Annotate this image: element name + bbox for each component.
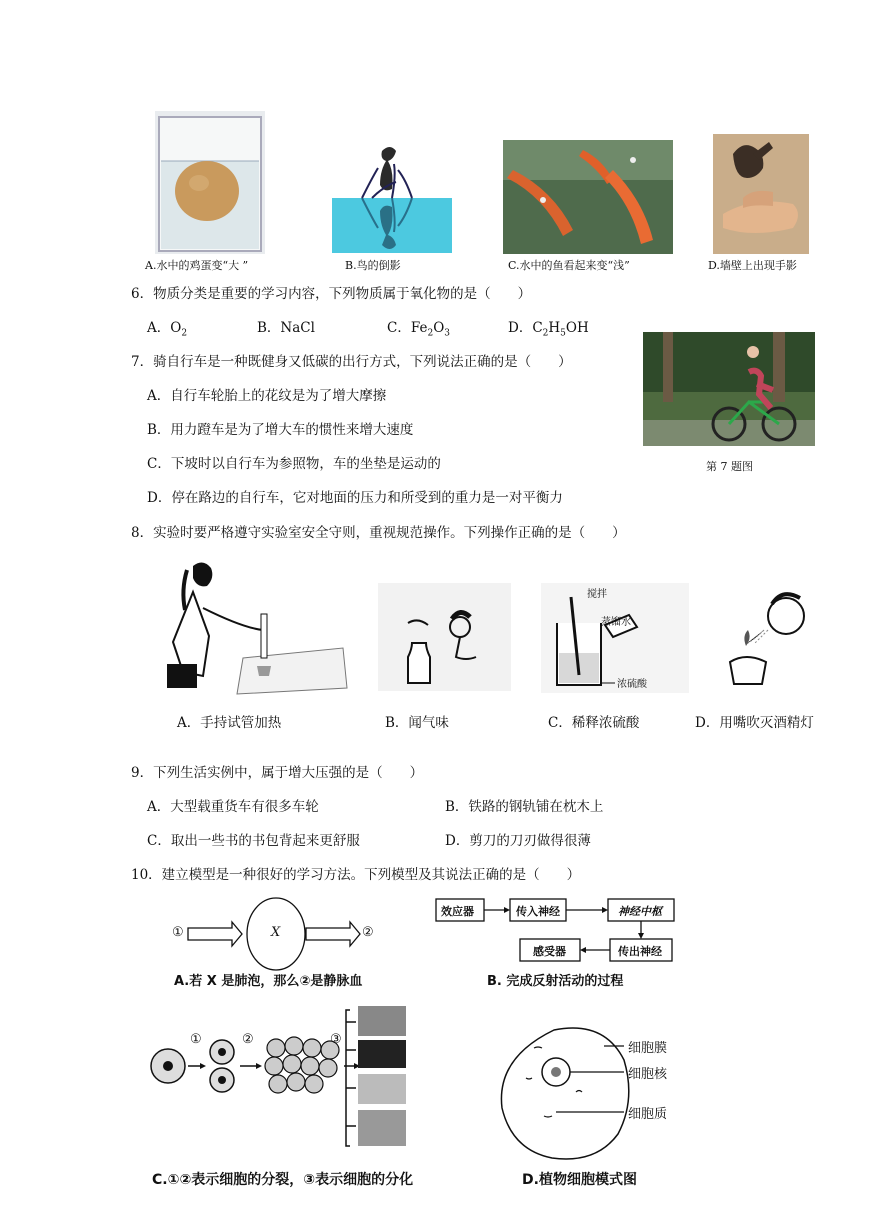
box-effector: 效应器 <box>441 905 474 918</box>
q9-option-b: B．铁路的钢轨铺在枕木上 <box>445 799 604 815</box>
question-10-stem: 10．建立模型是一种很好的学习方法。下列模型及其说法正确的是（ ） <box>131 867 581 883</box>
model-a-caption: A.若 X 是肺泡，那么②是静脉血 <box>174 974 363 989</box>
q7-option-a: A．自行车轮胎上的花纹是为了增大摩擦 <box>147 388 387 404</box>
image-bird-reflection <box>332 141 452 253</box>
model-a-center-x: X <box>271 925 281 940</box>
image-egg-in-water <box>155 111 265 254</box>
label-conc-sulfuric-acid: 浓硫酸 <box>617 679 647 690</box>
model-b-diagram <box>432 895 682 965</box>
q9-option-d: D．剪刀的刀刃做得很薄 <box>445 833 591 849</box>
image-cyclist <box>643 332 815 446</box>
q6-option-a: A．$O_2$ <box>147 320 188 339</box>
model-c-step-1: ① <box>190 1032 202 1047</box>
model-d-caption: D.植物细胞模式图 <box>522 1172 637 1188</box>
model-a-diagram <box>170 895 380 977</box>
q7-figure-caption: 第 7 题图 <box>706 460 753 473</box>
image-heating-test-tube <box>163 558 348 698</box>
image-smelling-gas <box>378 583 511 691</box>
question-9-stem: 9．下列生活实例中，属于增大压强的是（ ） <box>131 765 424 781</box>
image-blowing-lamp <box>716 586 826 690</box>
q8-caption-c: C．稀释浓硫酸 <box>548 715 640 731</box>
label-cell-membrane: 细胞膜 <box>628 1041 668 1056</box>
image-hand-shadow <box>713 134 809 254</box>
caption-5b: B.鸟的倒影 <box>345 259 401 272</box>
question-8-stem: 8．实验时要严格遵守实验室安全守则，重视规范操作。下列操作正确的是（ ） <box>131 525 626 541</box>
q8-caption-d: D．用嘴吹灭酒精灯 <box>695 715 814 731</box>
image-diluting-acid <box>541 583 689 693</box>
box-receptor: 感受器 <box>533 945 566 958</box>
model-c-step-2: ② <box>242 1032 254 1047</box>
q9-option-a: A．大型载重货车有很多车轮 <box>147 799 319 815</box>
caption-5c: C.水中的鱼看起来变“浅” <box>508 259 630 272</box>
model-b-caption: B. 完成反射活动的过程 <box>487 974 624 989</box>
label-distilled-water: 蒸馏水 <box>601 617 631 628</box>
q7-option-b: B．用力蹬车是为了增大车的惯性来增大速度 <box>147 422 414 438</box>
q8-caption-a: A．手持试管加热 <box>177 715 282 731</box>
q6-option-d: D．$C_2H_5OH$ <box>508 320 589 339</box>
label-stir: 搅拌 <box>587 589 607 600</box>
q7-option-d: D．停在路边的自行车，它对地面的压力和所受到的重力是一对平衡力 <box>147 490 563 506</box>
q8-caption-b: B．闻气味 <box>385 715 449 731</box>
caption-5a: A.水中的鸡蛋变“大 ” <box>145 259 249 272</box>
q9-option-c: C．取出一些书的书包背起来更舒服 <box>147 833 360 849</box>
question-7-stem: 7．骑自行车是一种既健身又低碳的出行方式，下列说法正确的是（ ） <box>131 354 572 370</box>
box-nerve-center: 神经中枢 <box>618 905 662 918</box>
caption-5d: D.墙壁上出现手影 <box>708 259 797 272</box>
model-c-caption: C.①②表示细胞的分裂，③表示细胞的分化 <box>152 1172 414 1188</box>
model-c-step-3: ③ <box>330 1032 342 1047</box>
model-c-diagram <box>148 1000 418 1152</box>
model-d-diagram <box>494 1022 694 1162</box>
q6-option-c: C．$Fe_2O_3$ <box>387 320 450 339</box>
box-efferent-nerve: 传出神经 <box>618 945 662 958</box>
label-cytoplasm: 细胞质 <box>628 1107 668 1122</box>
label-cell-nucleus: 细胞核 <box>628 1067 668 1082</box>
image-fish-in-water <box>503 140 673 254</box>
q6-option-b: B．NaCl <box>257 320 315 336</box>
box-afferent-nerve: 传入神经 <box>516 905 560 918</box>
model-a-out-label: ② <box>362 925 374 940</box>
model-a-in-label: ① <box>172 925 184 940</box>
q7-option-c: C．下坡时以自行车为参照物，车的坐垫是运动的 <box>147 456 441 472</box>
question-6-stem: 6．物质分类是重要的学习内容，下列物质属于氧化物的是（ ） <box>131 286 532 302</box>
